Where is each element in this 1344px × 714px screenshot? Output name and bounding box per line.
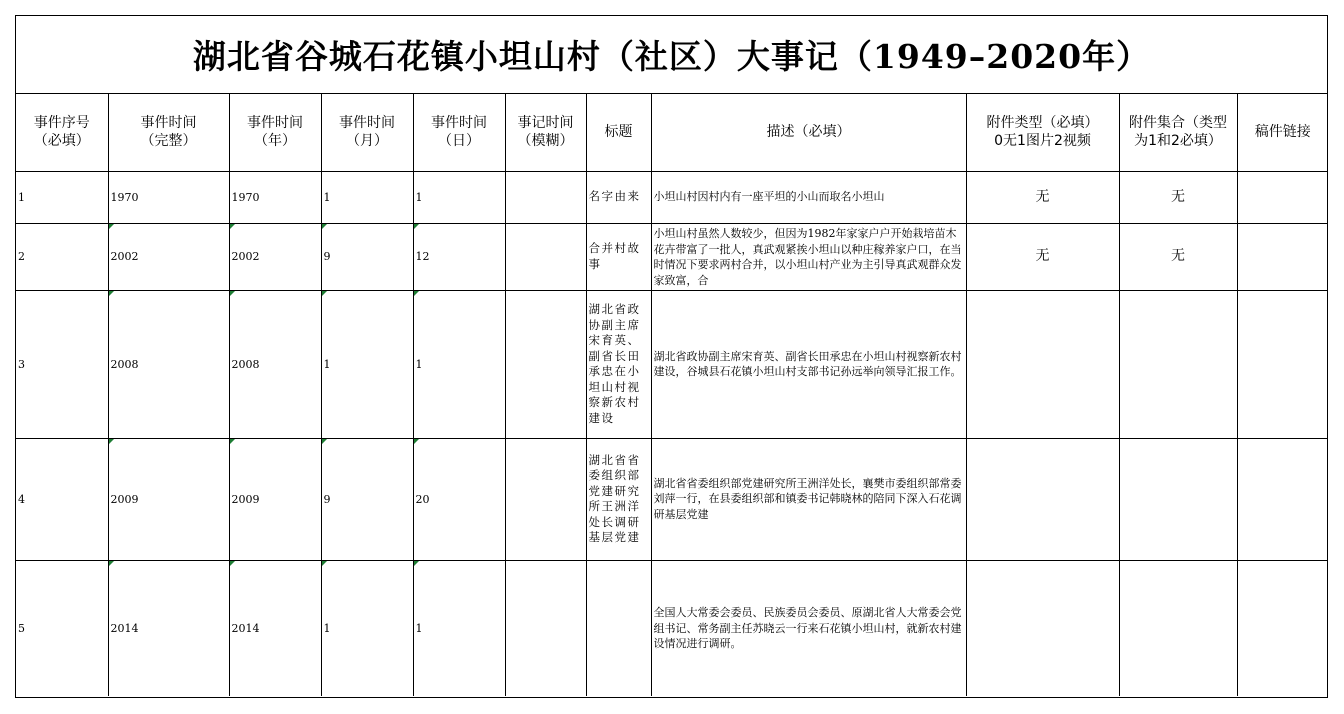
cell-full-time[interactable]: 2008 — [108, 290, 229, 438]
cell-description[interactable] — [651, 223, 966, 290]
cell-attachment-set[interactable]: 无 — [1119, 171, 1237, 223]
cell-month[interactable]: 9 — [321, 438, 413, 560]
col-header-link[interactable]: 稿件链接 — [1237, 94, 1328, 171]
cell-attachment-set[interactable] — [1119, 438, 1237, 560]
col-header-full-time[interactable]: 事件时间 （完整） — [108, 94, 229, 171]
col-header-description[interactable]: 描述（必填） — [651, 94, 966, 171]
cell-seq[interactable]: 5 — [16, 560, 108, 696]
table-row — [16, 171, 1328, 223]
col-header-month[interactable]: 事件时间 （月） — [321, 94, 413, 171]
cell-full-time[interactable]: 2009 — [108, 438, 229, 560]
cell-full-time[interactable]: 1970 — [108, 171, 229, 223]
cell-attachment-set[interactable] — [1119, 290, 1237, 438]
col-header-day[interactable]: 事件时间 （日） — [413, 94, 505, 171]
col-header-attachment-set[interactable]: 附件集合（类型 为1和2必填） — [1119, 94, 1237, 171]
cell-year[interactable]: 2014 — [229, 560, 321, 696]
cell-year[interactable]: 1970 — [229, 171, 321, 223]
page-title: 湖北省谷城石花镇小坦山村（社区）大事记（1949–2020年） — [16, 16, 1327, 94]
cell-attachment-type[interactable] — [966, 438, 1119, 560]
cell-attachment-set[interactable] — [1119, 560, 1237, 696]
cell-title[interactable]: 湖北省省委组织部党建研究所王洲洋处长调研基层党建 — [586, 438, 651, 560]
cell-title[interactable]: 名字由来 — [586, 171, 651, 223]
cell-attachment-type[interactable]: 无 — [966, 223, 1119, 290]
cell-fuzzy-time[interactable] — [505, 560, 586, 696]
cell-link[interactable] — [1237, 560, 1328, 696]
cell-full-time[interactable]: 2002 — [108, 223, 229, 290]
table-row — [16, 223, 1328, 290]
cell-description[interactable]: 湖北省政协副主席宋育英、副省长田承忠在小坦山村视察新农村建设，谷城县石花镇小坦山村支部书记孙远举向领导汇报工作。 — [651, 290, 966, 438]
cell-fuzzy-time[interactable] — [505, 438, 586, 560]
col-header-seq[interactable]: 事件序号 （必填） — [16, 94, 108, 171]
cell-month[interactable]: 1 — [321, 290, 413, 438]
cell-day[interactable]: 20 — [413, 438, 505, 560]
col-header-fuzzy-time[interactable]: 事记时间 （模糊） — [505, 94, 586, 171]
cell-attachment-type[interactable] — [966, 290, 1119, 438]
cell-link[interactable] — [1237, 290, 1328, 438]
cell-title[interactable]: 湖北省政协副主席宋育英、副省长田承忠在小坦山村视察新农村建设 — [586, 290, 651, 438]
cell-year[interactable]: 2009 — [229, 438, 321, 560]
cell-day[interactable]: 12 — [413, 223, 505, 290]
cell-month[interactable]: 9 — [321, 223, 413, 290]
col-header-title[interactable]: 标题 — [586, 94, 651, 171]
table-row — [16, 560, 1328, 696]
cell-link[interactable] — [1237, 171, 1328, 223]
cell-month[interactable]: 1 — [321, 560, 413, 696]
cell-seq[interactable]: 3 — [16, 290, 108, 438]
cell-link[interactable] — [1237, 223, 1328, 290]
cell-fuzzy-time[interactable] — [505, 171, 586, 223]
spreadsheet — [15, 15, 1328, 698]
cell-link[interactable] — [1237, 438, 1328, 560]
cell-attachment-type[interactable] — [966, 560, 1119, 696]
cell-year[interactable]: 2008 — [229, 290, 321, 438]
cell-year[interactable]: 2002 — [229, 223, 321, 290]
events-table — [16, 94, 1328, 696]
table-row — [16, 290, 1328, 438]
cell-description[interactable]: 全国人大常委会委员、民族委员会委员、原湖北省人大常委会党组书记、常务副主任苏晓云一行来石花镇小坦山村，就新农村建设情况进行调研。 — [651, 560, 966, 696]
cell-seq[interactable]: 4 — [16, 438, 108, 560]
col-header-year[interactable]: 事件时间 （年） — [229, 94, 321, 171]
cell-fuzzy-time[interactable] — [505, 223, 586, 290]
cell-day[interactable]: 1 — [413, 560, 505, 696]
cell-month[interactable]: 1 — [321, 171, 413, 223]
description-text: 小坦山村虽然人数较少，但因为1982年家家户户开始栽培苗木花卉带富了一批人，真武观紧挨小坦山以种庄稼养家户口，在当时情况下要求两村合并，以小坦山村产业为主引导真武观群众发家致富，合 — [653, 227, 962, 287]
cell-title[interactable]: 合并村故事 — [586, 223, 651, 290]
cell-attachment-type[interactable]: 无 — [966, 171, 1119, 223]
cell-full-time[interactable]: 2014 — [108, 560, 229, 696]
cell-description[interactable]: 湖北省省委组织部党建研究所王洲洋处长，襄樊市委组织部常委刘萍一行，在县委组织部和镇委书记韩晓林的陪同下深入石花调研基层党建 — [651, 438, 966, 560]
table-row — [16, 438, 1328, 560]
cell-seq[interactable]: 2 — [16, 223, 108, 290]
cell-day[interactable]: 1 — [413, 290, 505, 438]
col-header-attachment-type[interactable]: 附件类型（必填） 0无1图片2视频 — [966, 94, 1119, 171]
cell-title[interactable] — [586, 560, 651, 696]
header-row — [16, 94, 1328, 171]
cell-day[interactable]: 1 — [413, 171, 505, 223]
cell-description[interactable]: 小坦山村因村内有一座平坦的小山而取名小坦山 — [651, 171, 966, 223]
cell-seq[interactable]: 1 — [16, 171, 108, 223]
cell-attachment-set[interactable]: 无 — [1119, 223, 1237, 290]
cell-fuzzy-time[interactable] — [505, 290, 586, 438]
